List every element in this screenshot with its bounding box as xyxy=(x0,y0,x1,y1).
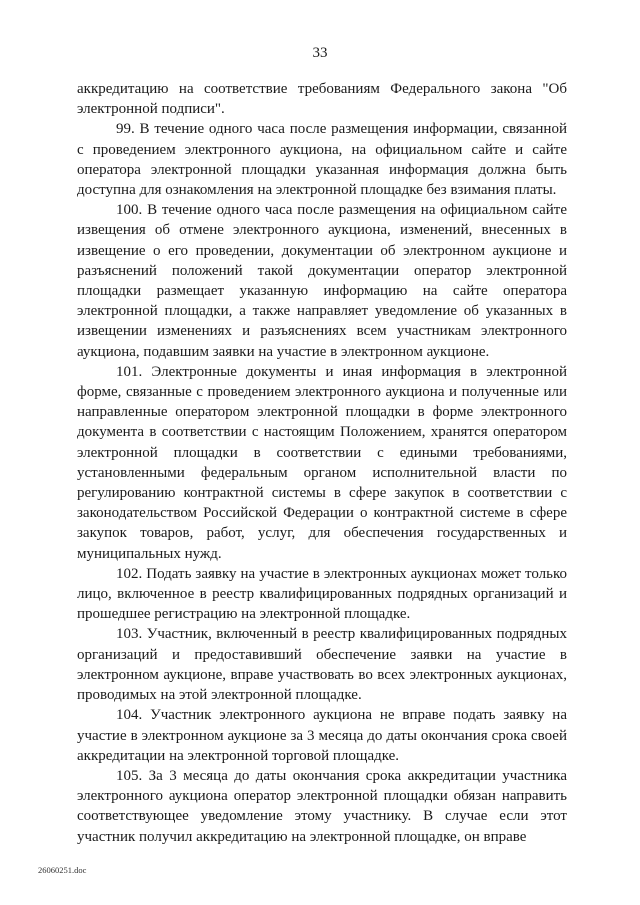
paragraph-99: 99. В течение одного часа после размещения информации, связанной с проведением электронного аукциона, на официальном сайте и сайте оператора электронной площадки указанная информация должна быть доступна для ознакомления на электронной площадке без взимания платы. xyxy=(77,121,567,199)
file-name-footer: 26060251.doc xyxy=(38,865,87,875)
paragraph-103: 103. Участник, включенный в реестр квалифицированных подрядных организаций и предоставивший обеспечение заявки на участие в электронном аукционе, вправе участвовать во всех электронных аукционах, проводимых на этой электронной площадке. xyxy=(77,626,567,704)
paragraph-105: 105. За 3 месяца до даты окончания срока аккредитации участника электронного аукциона оператор электронной площадки обязан направить соответствующее уведомление этому участнику. В случае если этот участник получил аккредитацию на электронной площадке, он вправе xyxy=(77,767,567,845)
paragraph-continuation: аккредитацию на соответствие требованиям Федерального закона "Об электронной подписи". xyxy=(77,81,567,118)
paragraph-101: 101. Электронные документы и иная информация в электронной форме, связанные с проведением электронного аукциона и полученные или направленные оператором электронной площадки в форме электронного документа в соответствии с настоящим Положением, хранятся оператором электронной площадки в соответствии с едиными требованиями, установленными федеральным органом исполнительной власти по регулированию контрактной системы в сфере закупок в соответствии с законодательством Российской Федерации о контрактной системе в сфере закупок товаров, работ, услуг, для обеспечения государственных и муниципальных нужд. xyxy=(77,363,567,562)
page-number: 33 xyxy=(312,45,328,61)
paragraph-104: 104. Участник электронного аукциона не вправе подать заявку на участие в электронном аукционе за 3 месяца до даты окончания срока своей аккредитации на электронной торговой площадке. xyxy=(77,707,567,764)
paragraph-102: 102. Подать заявку на участие в электронных аукционах может только лицо, включенное в реестр квалифицированных подрядных организаций и прошедшее регистрацию на электронной площадке. xyxy=(77,565,567,623)
paragraph-100: 100. В течение одного часа после размещения на официальном сайте извещения об отмене электронного аукциона, изменений, внесенных в извещение о его проведении, документации об электронном аукционе и разъяснений положений такой документации оператор электронной площадки размещает указанную информацию на сайте оператора электронной площадки, а также направляет уведомление об указанных в извещении изменениях и разъяснениях всем участникам электронного аукциона, подавшим заявки на участие в электронном аукционе. xyxy=(77,202,567,360)
document-body xyxy=(77,79,567,847)
